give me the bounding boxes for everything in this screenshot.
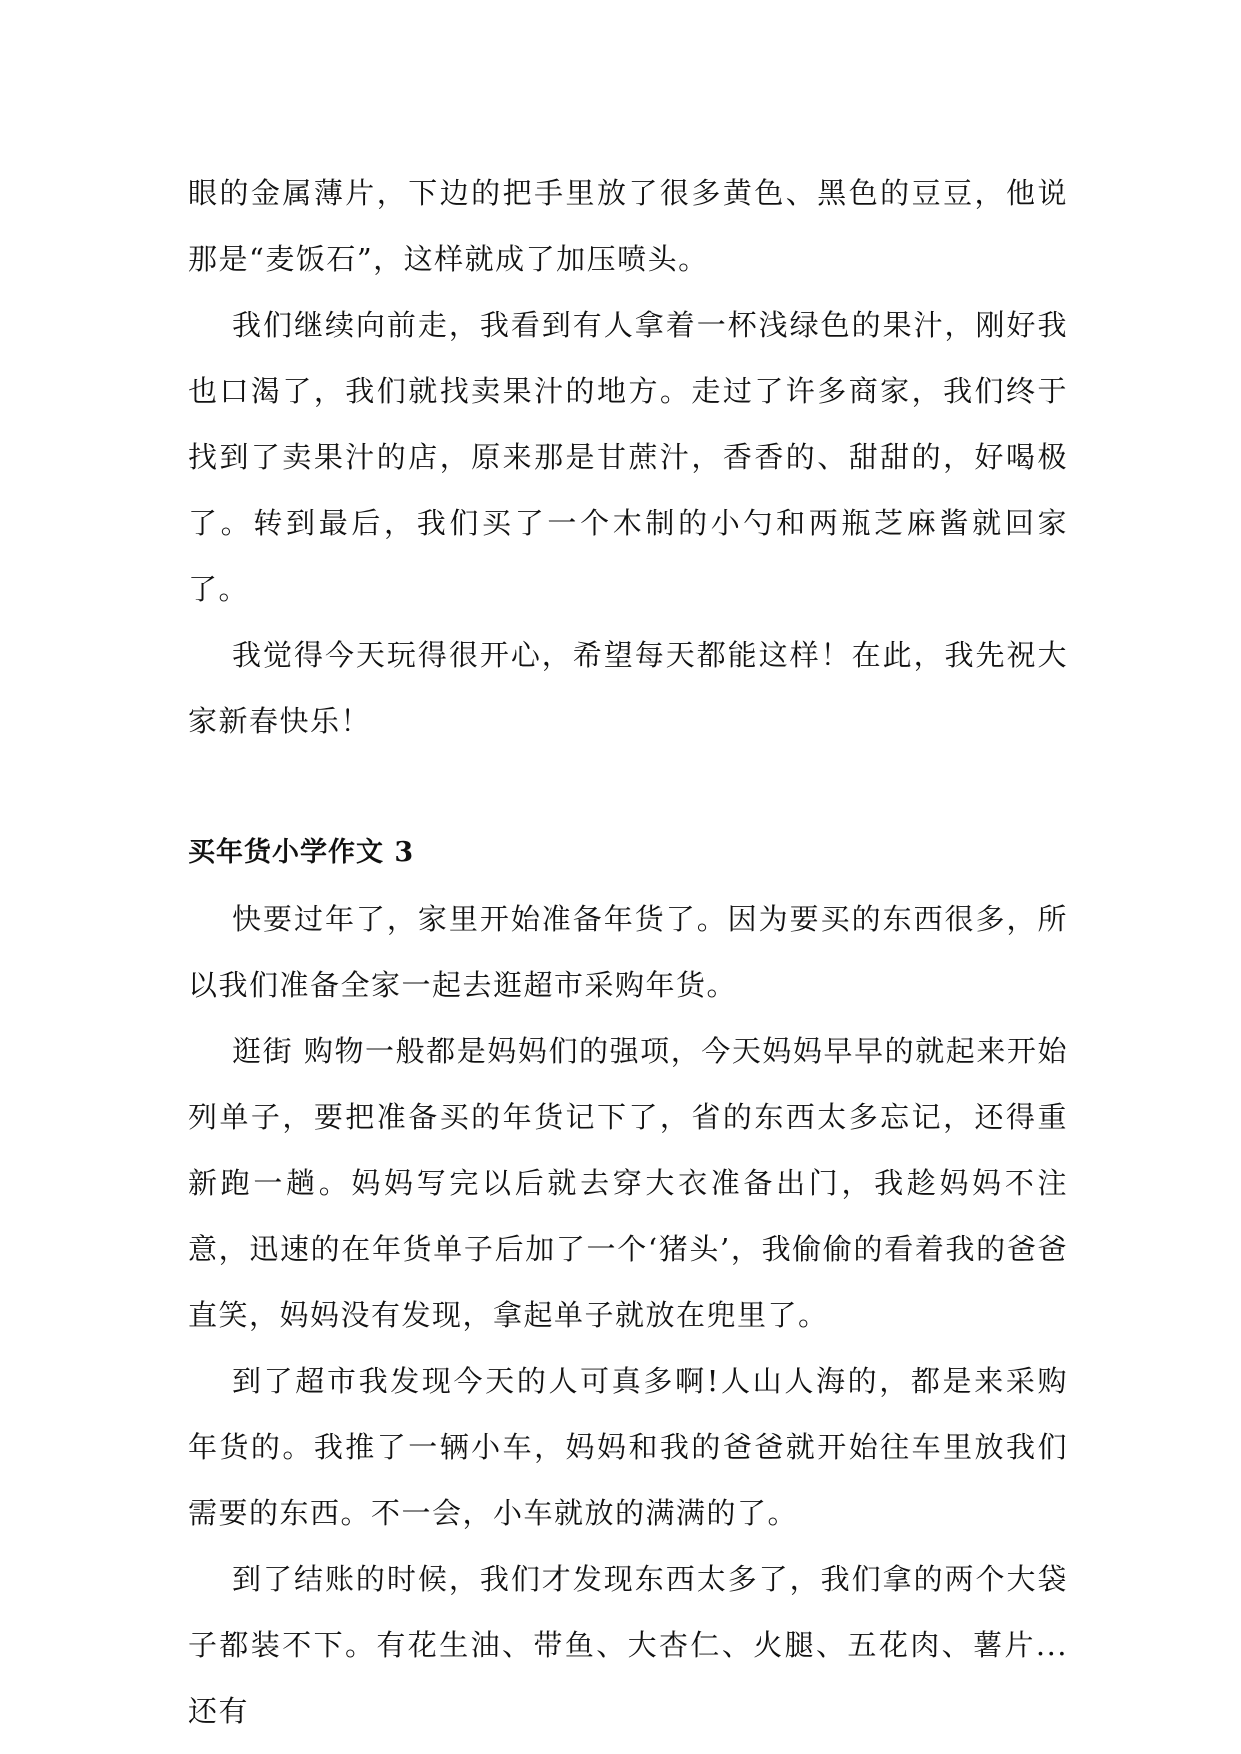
paragraph-juice: 我们继续向前走，我看到有人拿着一杯浅绿色的果汁，刚好我也口渴了，我们就找卖果汁的地方。走过了许多商家，我们终于找到了卖果汁的店，原来那是甘蔗汁，香香的、甜甜的，好喝极了。转到最后，我们买了一个木制的小勺和两瓶芝麻酱就回家了。 — [188, 308, 1068, 606]
document-page — [188, 160, 1068, 1744]
paragraph-conclusion: 我觉得今天玩得很开心，希望每天都能这样！在此，我先祝大家新春快乐！ — [188, 638, 1068, 738]
paragraph-checkout: 到了结账的时候，我们才发现东西太多了，我们拿的两个大袋子都装不下。有花生油、带鱼、大杏仁、火腿、五花肉、薯片...还有 — [188, 1562, 1068, 1728]
paragraph-intro: 快要过年了，家里开始准备年货了。因为要买的东西很多，所以我们准备全家一起去逛超市采购年货。 — [188, 902, 1068, 1002]
essay-title: 买年货小学作文 3 — [188, 837, 415, 868]
paragraph-supermarket: 到了超市我发现今天的人可真多啊!人山人海的，都是来采购年货的。我推了一辆小车，妈妈和我的爸爸就开始往车里放我们需要的东西。不一会，小车就放的满满的了。 — [188, 1364, 1068, 1530]
paragraph-continued: 眼的金属薄片，下边的把手里放了很多黄色、黑色的豆豆，他说那是“麦饭石”，这样就成了加压喷头。 — [188, 176, 1068, 276]
paragraph-shopping-list: 逛街 购物一般都是妈妈们的强项，今天妈妈早早的就起来开始列单子，要把准备买的年货记下了，省的东西太多忘记，还得重新跑一趟。妈妈写完以后就去穿大衣准备出门，我趁妈妈不注意，迅速的在年货单子后加了一个‘猪头’，我偷偷的看着我的爸爸直笑，妈妈没有发现，拿起单子就放在兜里了。 — [188, 1034, 1068, 1332]
